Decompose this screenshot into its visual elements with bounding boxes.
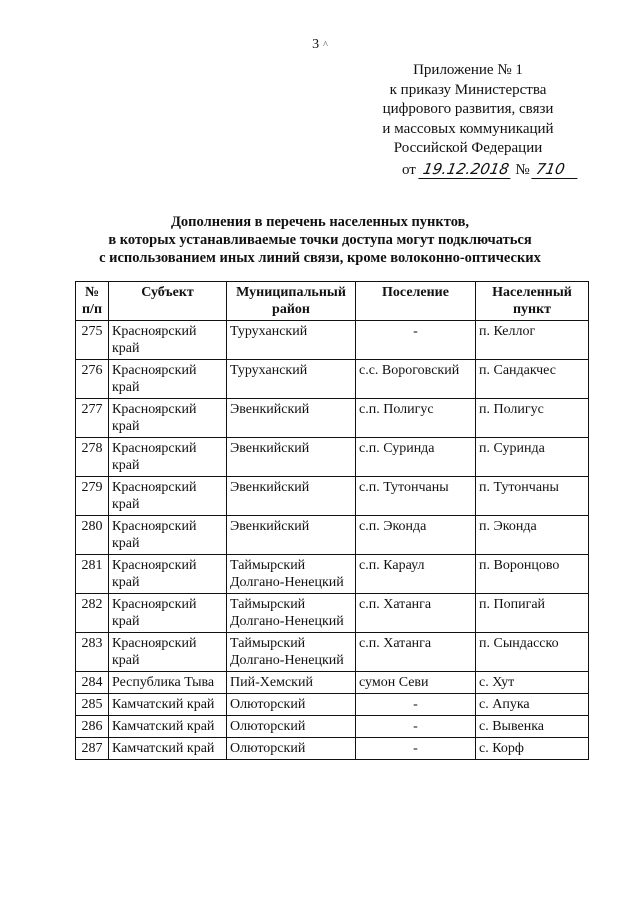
cell-subject: Красноярский край	[109, 321, 227, 360]
cell-number: 277	[76, 399, 109, 438]
cell-settlement: с.п. Хатанга	[356, 594, 476, 633]
cell-locality: п. Полигус	[476, 399, 589, 438]
cell-locality: п. Келлог	[476, 321, 589, 360]
cell-locality: п. Попигай	[476, 594, 589, 633]
table-row	[76, 477, 589, 516]
cell-settlement: с.п. Полигус	[356, 399, 476, 438]
table-row	[76, 399, 589, 438]
table-row	[76, 321, 589, 360]
cell-locality: с. Апука	[476, 694, 589, 716]
header-district: Муниципальный район	[227, 282, 356, 321]
cell-locality: с. Корф	[476, 738, 589, 760]
cell-subject: Республика Тыва	[109, 672, 227, 694]
cell-subject: Красноярский край	[109, 633, 227, 672]
cell-subject: Камчатский край	[109, 716, 227, 738]
cell-district: Таймырский Долгано-Ненецкий	[227, 633, 356, 672]
table-row	[76, 633, 589, 672]
cell-settlement: с.с. Вороговский	[356, 360, 476, 399]
document-title	[0, 213, 640, 267]
table-row	[76, 555, 589, 594]
cell-district: Эвенкийский	[227, 438, 356, 477]
table-row	[76, 438, 589, 477]
cell-settlement: с.п. Тутончаны	[356, 477, 476, 516]
table-row	[76, 694, 589, 716]
cell-district: Эвенкийский	[227, 516, 356, 555]
cell-settlement: с.п. Караул	[356, 555, 476, 594]
settlements-table	[75, 281, 589, 760]
header-settlement: Поселение	[356, 282, 476, 321]
table-row	[76, 594, 589, 633]
cell-locality: п. Тутончаны	[476, 477, 589, 516]
table-body	[76, 321, 589, 760]
cell-number: 283	[76, 633, 109, 672]
cell-settlement: -	[356, 716, 476, 738]
cell-district: Туруханский	[227, 321, 356, 360]
header-number: № п/п	[76, 282, 109, 321]
cell-number: 285	[76, 694, 109, 716]
cell-subject: Красноярский край	[109, 438, 227, 477]
title-line: в которых устанавливаемые точки доступа могут подключаться	[108, 232, 532, 248]
cell-settlement: с.п. Хатанга	[356, 633, 476, 672]
cell-number: 284	[76, 672, 109, 694]
handwritten-number: 710	[532, 160, 581, 179]
number-prefix: №	[515, 162, 530, 178]
cell-district: Эвенкийский	[227, 399, 356, 438]
cell-district: Эвенкийский	[227, 477, 356, 516]
cell-district: Олюторский	[227, 694, 356, 716]
cell-district: Таймырский Долгано-Ненецкий	[227, 594, 356, 633]
table-row	[76, 738, 589, 760]
cell-locality: п. Суринда	[476, 438, 589, 477]
table-row	[76, 672, 589, 694]
cell-number: 280	[76, 516, 109, 555]
cell-district: Олюторский	[227, 716, 356, 738]
table-row	[76, 516, 589, 555]
cell-settlement: -	[356, 321, 476, 360]
cell-subject: Камчатский край	[109, 694, 227, 716]
cell-settlement: -	[356, 738, 476, 760]
cell-settlement: с.п. Эконда	[356, 516, 476, 555]
cell-subject: Красноярский край	[109, 477, 227, 516]
order-reference	[402, 160, 579, 179]
appendix-header	[358, 61, 578, 159]
cell-district: Туруханский	[227, 360, 356, 399]
cell-subject: Камчатский край	[109, 738, 227, 760]
header-subject: Субъект	[109, 282, 227, 321]
handwritten-date: 19.12.2018	[418, 160, 513, 179]
cell-locality: п. Воронцово	[476, 555, 589, 594]
appendix-line: цифрового развития, связи	[382, 101, 554, 117]
table-row	[76, 360, 589, 399]
cell-locality: п. Эконда	[476, 516, 589, 555]
cell-subject: Красноярский край	[109, 594, 227, 633]
appendix-line: Российской Федерации	[393, 140, 543, 156]
cell-locality: с. Вывенка	[476, 716, 589, 738]
cell-number: 275	[76, 321, 109, 360]
cell-subject: Красноярский край	[109, 399, 227, 438]
cell-locality: с. Хут	[476, 672, 589, 694]
cell-district: Таймырский Долгано-Ненецкий	[227, 555, 356, 594]
cell-number: 287	[76, 738, 109, 760]
cell-settlement: -	[356, 694, 476, 716]
appendix-line: к приказу Министерства	[389, 81, 547, 98]
date-prefix: от	[402, 162, 416, 178]
appendix-line: и массовых коммуникаций	[382, 120, 554, 137]
page-number: 3 ^	[312, 37, 328, 52]
page-mark: ^	[323, 40, 328, 51]
cell-number: 286	[76, 716, 109, 738]
cell-district: Пий-Хемский	[227, 672, 356, 694]
cell-subject: Красноярский край	[109, 360, 227, 399]
cell-number: 279	[76, 477, 109, 516]
title-line: с использованием иных линий связи, кроме волоконно-оптических	[99, 250, 541, 266]
cell-settlement: сумон Севи	[356, 672, 476, 694]
table-row	[76, 716, 589, 738]
cell-locality: п. Сандакчес	[476, 360, 589, 399]
table-header-row	[76, 282, 589, 321]
cell-number: 281	[76, 555, 109, 594]
appendix-line: Приложение № 1	[413, 62, 523, 78]
cell-subject: Красноярский край	[109, 516, 227, 555]
title-line: Дополнения в перечень населенных пунктов,	[170, 214, 470, 230]
cell-district: Олюторский	[227, 738, 356, 760]
cell-number: 278	[76, 438, 109, 477]
cell-subject: Красноярский край	[109, 555, 227, 594]
cell-number: 276	[76, 360, 109, 399]
cell-locality: п. Сындасско	[476, 633, 589, 672]
cell-number: 282	[76, 594, 109, 633]
header-locality: Населенный пункт	[476, 282, 589, 321]
cell-settlement: с.п. Суринда	[356, 438, 476, 477]
